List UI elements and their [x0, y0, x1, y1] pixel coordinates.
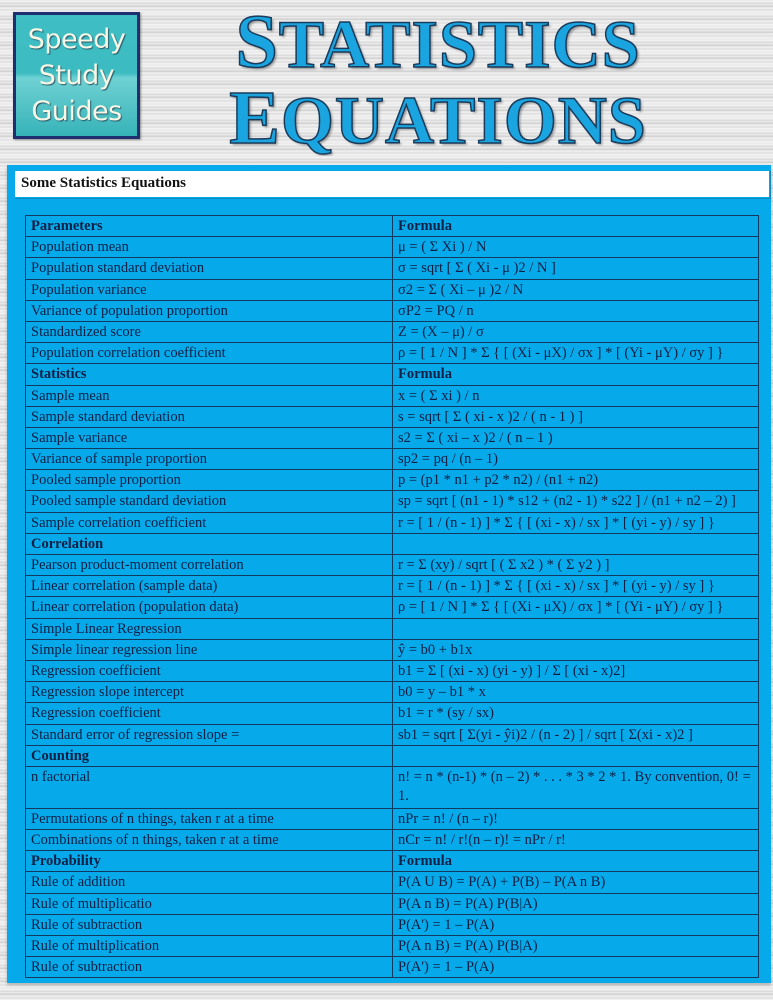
table-row: [26, 237, 759, 258]
formula: r = Σ (xy) / sqrt [ ( Σ x2 ) * ( Σ y2 ) ]: [393, 555, 759, 576]
parameter-name: Population mean: [26, 237, 393, 258]
table-row: [26, 703, 759, 724]
table-section-header: [26, 533, 759, 554]
table-row: [26, 914, 759, 935]
formula: nCr = n! / r!(n – r)! = nPr / r!: [393, 830, 759, 851]
formula: n! = n * (n-1) * (n – 2) * . . . * 3 * 2 * 1. By convention, 0! = 1.: [393, 766, 759, 808]
title-line-2: [148, 76, 728, 156]
table-row: [26, 343, 759, 364]
table-row: [26, 576, 759, 597]
logo-line: Study: [38, 59, 115, 91]
parameter-name: Rule of multiplicatio: [26, 893, 393, 914]
formula: x = ( Σ xi ) / n: [393, 385, 759, 406]
table-row: [26, 618, 759, 639]
parameter-name: Statistics: [26, 364, 393, 385]
formula: ŷ = b0 + b1x: [393, 639, 759, 660]
table-row: [26, 830, 759, 851]
parameter-name: Standardized score: [26, 321, 393, 342]
formula: [393, 533, 759, 554]
formula: b0 = y – b1 * x: [393, 682, 759, 703]
formula: sb1 = sqrt [ Σ(yi - ŷi)2 / (n - 2) ] / sqrt [ Σ(xi - x)2 ]: [393, 724, 759, 745]
table-row: [26, 893, 759, 914]
parameter-name: Sample correlation coefficient: [26, 512, 393, 533]
table-row: [26, 957, 759, 978]
parameter-name: Pooled sample proportion: [26, 470, 393, 491]
formula: Formula: [393, 216, 759, 237]
formula: P(A n B) = P(A) P(B|A): [393, 936, 759, 957]
formula: ρ = [ 1 / N ] * Σ { [ (Xi - μX) / σx ] * [ (Yi - μY) / σy ] }: [393, 597, 759, 618]
formula: r = [ 1 / (n - 1) ] * Σ { [ (xi - x) / sx ] * [ (yi - y) / sy ] }: [393, 576, 759, 597]
parameter-name: Population variance: [26, 279, 393, 300]
formula: Formula: [393, 364, 759, 385]
table-row: [26, 808, 759, 829]
parameter-name: Simple Linear Regression: [26, 618, 393, 639]
table-row: [26, 406, 759, 427]
equations-panel: [7, 165, 771, 983]
parameter-name: Correlation: [26, 533, 393, 554]
formula: σP2 = PQ / n: [393, 300, 759, 321]
formula: P(A U B) = P(A) + P(B) – P(A n B): [393, 872, 759, 893]
table-row: [26, 470, 759, 491]
parameter-name: Parameters: [26, 216, 393, 237]
parameter-name: Sample variance: [26, 427, 393, 448]
table-row: [26, 724, 759, 745]
parameter-name: Pooled sample standard deviation: [26, 491, 393, 512]
table-row: [26, 427, 759, 448]
parameter-name: Regression slope intercept: [26, 682, 393, 703]
table-section-header: [26, 745, 759, 766]
title-cap: E: [229, 76, 281, 156]
formula: P(A') = 1 – P(A): [393, 957, 759, 978]
table-section-header: [26, 216, 759, 237]
parameter-name: Variance of sample proportion: [26, 449, 393, 470]
table-row: [26, 279, 759, 300]
parameter-name: Sample standard deviation: [26, 406, 393, 427]
section-heading: Some Statistics Equations: [21, 175, 187, 191]
parameter-name: Rule of multiplication: [26, 936, 393, 957]
parameter-name: Combinations of n things, taken r at a time: [26, 830, 393, 851]
parameter-name: Population standard deviation: [26, 258, 393, 279]
page-title: [148, 4, 728, 156]
parameter-name: Linear correlation (sample data): [26, 576, 393, 597]
formula: p = (p1 * n1 + p2 * n2) / (n1 + n2): [393, 470, 759, 491]
formula: s2 = Σ ( xi – x )2 / ( n – 1 ): [393, 427, 759, 448]
table-row: [26, 872, 759, 893]
table-row: [26, 258, 759, 279]
parameter-name: n factorial: [26, 766, 393, 808]
table-row: [26, 597, 759, 618]
table-section-header: [26, 364, 759, 385]
title-rest: QUATIONS: [281, 82, 647, 156]
table-row: [26, 512, 759, 533]
formula: σ = sqrt [ Σ ( Xi - μ )2 / N ]: [393, 258, 759, 279]
table-row: [26, 555, 759, 576]
table-row: [26, 300, 759, 321]
table-row: [26, 491, 759, 512]
parameter-name: Rule of subtraction: [26, 914, 393, 935]
logo-line: Guides: [31, 95, 122, 127]
formula: μ = ( Σ Xi ) / N: [393, 237, 759, 258]
parameter-name: Regression coefficient: [26, 660, 393, 681]
formula: σ2 = Σ ( Xi – μ )2 / N: [393, 279, 759, 300]
parameter-name: Population correlation coefficient: [26, 343, 393, 364]
formula: b1 = r * (sy / sx): [393, 703, 759, 724]
formula: P(A n B) = P(A) P(B|A): [393, 893, 759, 914]
formula: Formula: [393, 851, 759, 872]
formula: [393, 745, 759, 766]
table-row: [26, 682, 759, 703]
formula: b1 = Σ [ (xi - x) (yi - y) ] / Σ [ (xi - x)2]: [393, 660, 759, 681]
parameter-name: Regression coefficient: [26, 703, 393, 724]
formula: nPr = n! / (n – r)!: [393, 808, 759, 829]
table-section-header: [26, 851, 759, 872]
table-row: [26, 449, 759, 470]
title-rest: TATISTICS: [278, 6, 641, 82]
formula: sp = sqrt [ (n1 - 1) * s12 + (n2 - 1) * s22 ] / (n1 + n2 – 2) ]: [393, 491, 759, 512]
formula: [393, 618, 759, 639]
parameter-name: Permutations of n things, taken r at a time: [26, 808, 393, 829]
formula: sp2 = pq / (n – 1): [393, 449, 759, 470]
parameter-name: Sample mean: [26, 385, 393, 406]
equations-table: [25, 215, 759, 978]
formula: r = [ 1 / (n - 1) ] * Σ { [ (xi - x) / sx ] * [ (yi - y) / sy ] }: [393, 512, 759, 533]
logo-line: Speedy: [27, 23, 126, 55]
parameter-name: Standard error of regression slope =: [26, 724, 393, 745]
formula: ρ = [ 1 / N ] * Σ { [ (Xi - μX) / σx ] * [ (Yi - μY) / σy ] }: [393, 343, 759, 364]
title-line-1: [148, 4, 728, 84]
parameter-name: Probability: [26, 851, 393, 872]
formula: s = sqrt [ Σ ( xi - x )2 / ( n - 1 ) ]: [393, 406, 759, 427]
parameter-name: Rule of subtraction: [26, 957, 393, 978]
parameter-name: Simple linear regression line: [26, 639, 393, 660]
table-row: [26, 936, 759, 957]
speedy-study-guides-logo: [13, 12, 140, 139]
parameter-name: Rule of addition: [26, 872, 393, 893]
parameter-name: Pearson product-moment correlation: [26, 555, 393, 576]
title-cap: S: [235, 4, 279, 84]
formula: Z = (X – μ) / σ: [393, 321, 759, 342]
table-row: [26, 385, 759, 406]
parameter-name: Linear correlation (population data): [26, 597, 393, 618]
table-row: [26, 639, 759, 660]
table-row: [26, 660, 759, 681]
table-row: [26, 766, 759, 808]
formula: P(A') = 1 – P(A): [393, 914, 759, 935]
parameter-name: Variance of population proportion: [26, 300, 393, 321]
section-heading-bar: [14, 170, 770, 198]
parameter-name: Counting: [26, 745, 393, 766]
table-row: [26, 321, 759, 342]
